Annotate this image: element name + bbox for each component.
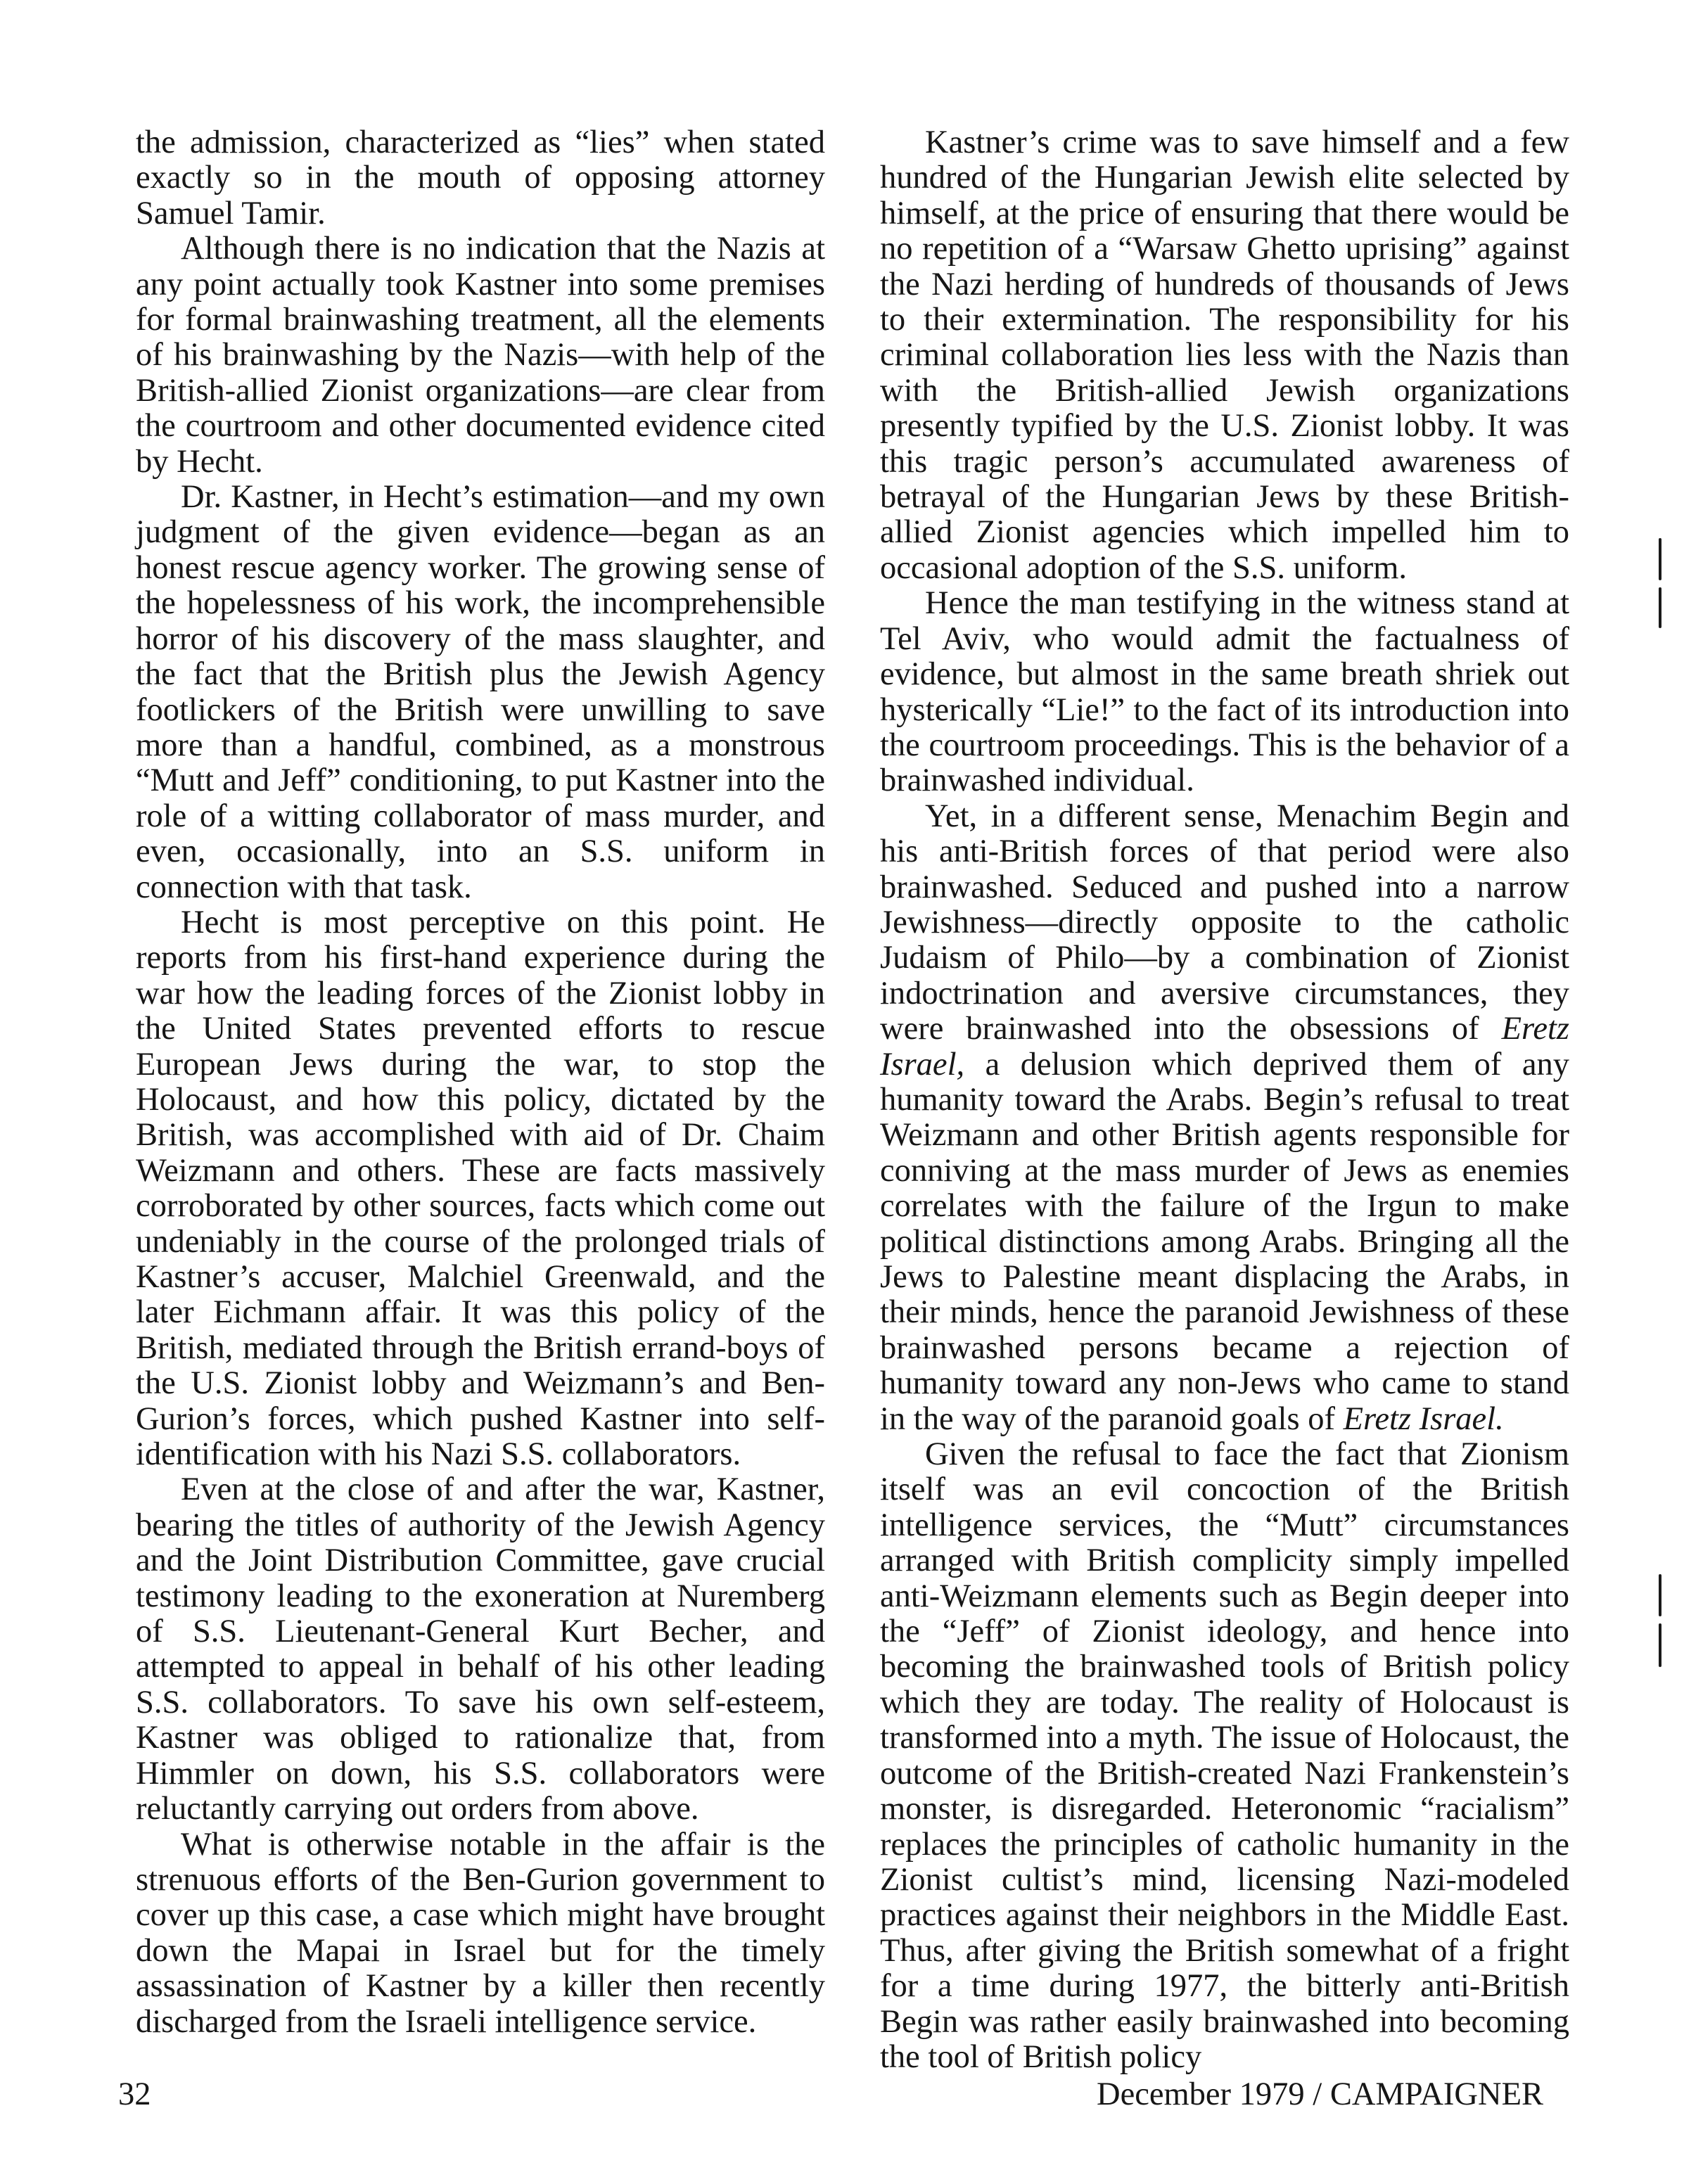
italic-term: Eretz Israel.	[1343, 1400, 1504, 1437]
paragraph: Given the refusal to face the fact that Zionism itself was an evil concoction of the British intelligence services, the “Mutt” circumstances arranged with British complicity simply impelled anti-Weizmann elements such as Begin deeper into the “Jeff” of Zionist ideology, and hence into becoming the brainwashed tools of British policy which they are today. The reality of Holocaust is transformed into a myth. The issue of Holocaust, the outcome of the British-created Nazi Frankenstein’s monster, is disregarded. Heteronomic “racialism” replaces the principles of catholic humanity in the Zionist cultist’s mind, licensing Nazi-modeled practices against their neighbors in the Middle East. Thus, after giving the British somewhat of a fright for a time during 1977, the bitterly anti-British Begin was rather easily brainwashed into becoming the tool of British policy	[880, 1436, 1569, 2075]
margin-mark	[1659, 1623, 1661, 1667]
margin-mark	[1659, 1574, 1661, 1616]
right-column	[880, 125, 1569, 2075]
paragraph: Hence the man testifying in the witness stand at Tel Aviv, who would admit the factualness of evidence, but almost in the same breath shriek out hysterically “Lie!” to the fact of its introduction into the courtroom proceedings. This is the behavior of a brainwashed individual.	[880, 585, 1569, 799]
margin-mark	[1659, 587, 1661, 628]
paragraph: Even at the close of and after the war, Kastner, bearing the titles of authority of the Jewish Agency and the Joint Distribution Committee, gave crucial testimony leading to the exoneration at Nuremberg of S.S. Lieutenant-General Kurt Becher, and attempted to appeal in behalf of his other leading S.S. collaborators. To save his own self-esteem, Kastner was obliged to rationalize that, from Himmler on down, his S.S. collaborators were reluctantly carrying out orders from above.	[136, 1471, 825, 1827]
running-footer: December 1979 / CAMPAIGNER	[1096, 2076, 1543, 2112]
paragraph	[880, 799, 1569, 1437]
paragraph: Dr. Kastner, in Hecht’s estimation—and my own judgment of the given evidence—began as an honest rescue agency worker. The growing sense of the hopelessness of his work, the incomprehensible horror of his discovery of the mass slaughter, and the fact that the British plus the Jewish Agency footlickers of the British were unwilling to save more than a handful, combined, as a monstrous “Mutt and Jeff” conditioning, to put Kastner into the role of a witting collaborator of mass murder, and even, occasionally, into an S.S. uniform in connection with that task.	[136, 479, 825, 905]
paragraph: Hecht is most perceptive on this point. He reports from his first-hand experience during the war how the leading forces of the Zionist lobby in the United States prevented efforts to rescue European Jews during the war, to stop the Holocaust, and how this policy, dictated by the British, was accomplished with aid of Dr. Chaim Weizmann and others. These are facts massively corroborated by other sources, facts which come out undeniably in the course of the prolonged trials of Kastner’s accuser, Malchiel Greenwald, and the later Eichmann affair. It was this policy of the British, mediated through the British errand-boys of the U.S. Zionist lobby and Weizmann’s and Ben-Gurion’s forces, which pushed Kastner into self-identification with his Nazi S.S. collaborators.	[136, 904, 825, 1473]
paragraph: What is otherwise notable in the affair is the strenuous efforts of the Ben-Gurion government to cover up this case, a case which might have brought down the Mapai in Israel but for the timely assassination of Kastner by a killer then recently discharged from the Israeli intelligence service.	[136, 1826, 825, 2040]
paragraph-text: Yet, in a different sense, Menachim Begin and his anti-British forces of that period were also brainwashed. Seduced and pushed into a narrow Jewishness—directly opposite to the catholic Judaism of Philo—by a combination of Zionist indoctrination and aversive circumstances, they were brainwashed into the obsessions of	[880, 798, 1569, 1047]
paragraph: the admission, characterized as “lies” when stated exactly so in the mouth of opposing attorney Samuel Tamir.	[136, 124, 825, 231]
paragraph: Kastner’s crime was to save himself and a few hundred of the Hungarian Jewish elite selected by himself, at the price of ensuring that there would be no repetition of a “Warsaw Ghetto uprising” against the Nazi herding of hundreds of thousands of Jews to their extermination. The responsibility for his criminal collaboration lies less with the Nazis than with the British-allied Jewish organizations presently typified by the U.S. Zionist lobby. It was this tragic person’s accumulated awareness of betrayal of the Hungarian Jews by these British-allied Zionist agencies which impelled him to occasional adoption of the S.S. uniform.	[880, 124, 1569, 586]
italic-term: Eretz Israel,	[880, 1011, 1569, 1083]
margin-mark	[1659, 538, 1661, 580]
paragraph-text: a delusion which deprived them of any humanity toward the Arabs. Begin’s refusal to treat Weizmann and other British agents responsible for conniving at the mass murder of Jews as enemies correlates with the failure of the Irgun to make political distinctions among Arabs. Bringing all the Jews to Palestine meant displacing the Arabs, in their minds, hence the paranoid Jewishness of these brainwashed persons became a rejection of humanity toward any non-Jews who came to stand in the way of the paranoid goals of	[880, 1046, 1569, 1437]
left-column	[136, 125, 825, 2040]
page-number: 32	[118, 2076, 151, 2112]
paragraph: Although there is no indication that the Nazis at any point actually took Kastner into some premises for formal brainwashing treatment, all the elements of his brainwashing by the Nazis—with help of the British-allied Zionist organizations—are clear from the courtroom and other documented evidence cited by Hecht.	[136, 231, 825, 480]
